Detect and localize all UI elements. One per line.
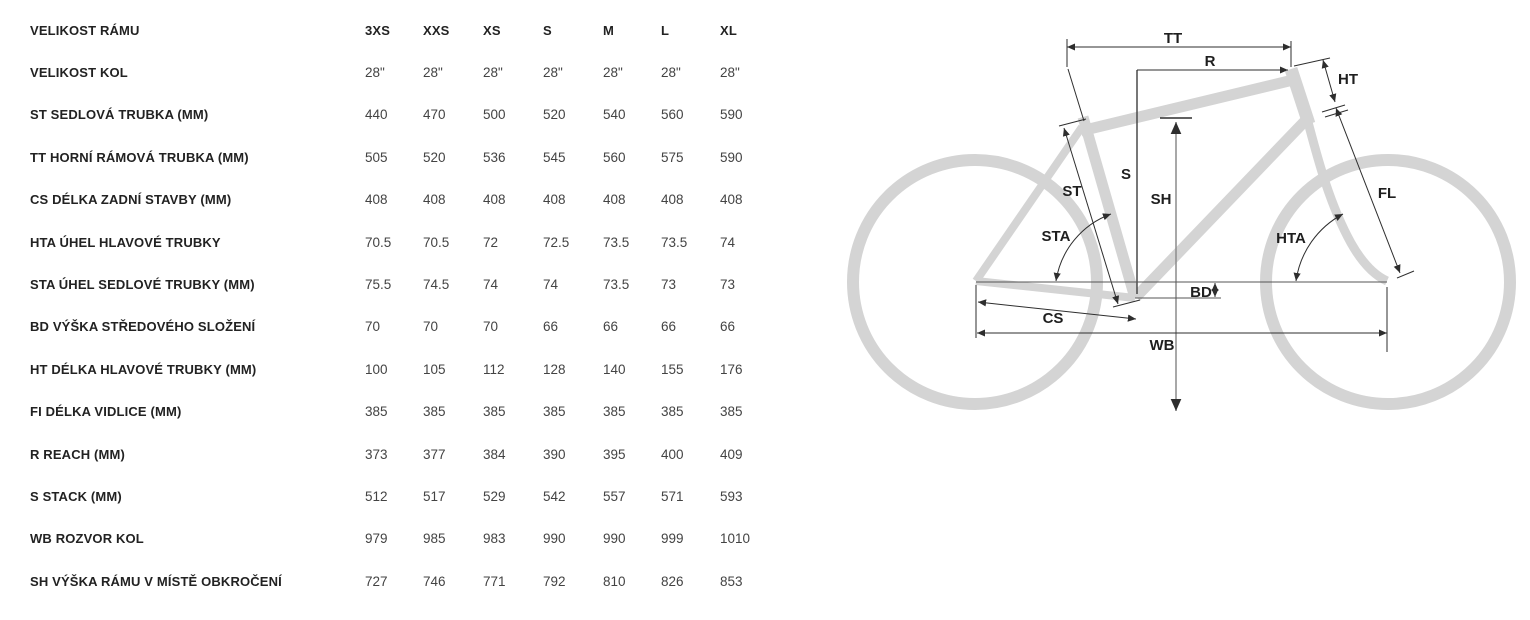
table-cell: 100: [365, 361, 388, 377]
table-cell: 593: [720, 488, 743, 504]
table-cell: 70: [423, 319, 439, 335]
label-fl: FL: [1377, 185, 1397, 202]
row-label: TT HORNÍ RÁMOVÁ TRUBKA (MM): [30, 149, 249, 165]
table-cell: 560: [661, 107, 684, 123]
table-cell: 384: [483, 446, 506, 462]
table-cell: 74: [543, 277, 559, 293]
table-cell: 529: [483, 488, 506, 504]
column-header-xxs: XXS: [423, 22, 450, 38]
table-cell: 536: [483, 149, 506, 165]
row-label: VELIKOST KOL: [30, 65, 128, 81]
table-cell: 66: [720, 319, 736, 335]
label-s: S: [1120, 166, 1132, 183]
head-tube: [1291, 69, 1309, 124]
label-hta: HTA: [1276, 230, 1306, 247]
table-cell: 512: [365, 488, 388, 504]
label-wb: WB: [1149, 337, 1175, 354]
table-cell: 385: [661, 404, 684, 420]
label-tt: TT: [1163, 30, 1183, 47]
table-cell: 408: [720, 192, 743, 208]
table-cell: 28": [543, 65, 563, 81]
table-cell: 128: [543, 361, 566, 377]
row-label: R REACH (MM): [30, 446, 125, 462]
table-cell: 385: [365, 404, 388, 420]
bike-geometry-diagram: [830, 0, 1530, 615]
table-cell: 75.5: [365, 277, 392, 293]
table-cell: 395: [603, 446, 626, 462]
table-cell: 853: [720, 573, 743, 589]
table-cell: 590: [720, 149, 743, 165]
table-cell: 500: [483, 107, 506, 123]
table-cell: 70: [483, 319, 499, 335]
table-cell: 70.5: [365, 234, 392, 250]
row-label: S STACK (MM): [30, 488, 122, 504]
table-cell: 575: [661, 149, 684, 165]
table-cell: 385: [603, 404, 626, 420]
table-cell: 440: [365, 107, 388, 123]
table-cell: 373: [365, 446, 388, 462]
column-header-xl: XL: [720, 22, 737, 38]
table-cell: 409: [720, 446, 743, 462]
table-cell: 73.5: [603, 277, 630, 293]
table-cell: 377: [423, 446, 446, 462]
label-st: ST: [1062, 183, 1082, 200]
table-cell: 73: [720, 277, 736, 293]
label-r: R: [1204, 53, 1216, 70]
table-cell: 990: [603, 531, 626, 547]
table-cell: 408: [423, 192, 446, 208]
table-cell: 542: [543, 488, 566, 504]
table-cell: 385: [483, 404, 506, 420]
table-cell: 771: [483, 573, 506, 589]
table-cell: 571: [661, 488, 684, 504]
row-label: CS DÉLKA ZADNÍ STAVBY (MM): [30, 192, 232, 208]
crown-hash-mark-1: [1322, 105, 1345, 112]
column-header-m: M: [603, 22, 614, 38]
seat-axis-extension: [1068, 69, 1084, 121]
row-label: BD VÝŠKA STŘEDOVÉHO SLOŽENÍ: [30, 319, 256, 335]
table-cell: 74: [483, 277, 499, 293]
table-cell: 590: [720, 107, 743, 123]
label-sh: SH: [1150, 191, 1172, 208]
table-cell: 810: [603, 573, 626, 589]
table-cell: 70: [365, 319, 381, 335]
table-cell: 1010: [720, 531, 751, 547]
table-cell: 990: [543, 531, 566, 547]
table-cell: 408: [603, 192, 626, 208]
table-cell: 390: [543, 446, 566, 462]
table-cell: 66: [661, 319, 677, 335]
table-cell: 746: [423, 573, 446, 589]
table-cell: 385: [543, 404, 566, 420]
label-sta: STA: [1041, 228, 1071, 245]
table-cell: 408: [661, 192, 684, 208]
table-cell: 28": [720, 65, 740, 81]
table-cell: 545: [543, 149, 566, 165]
table-cell: 979: [365, 531, 388, 547]
table-cell: 155: [661, 361, 684, 377]
table-cell: 72.5: [543, 234, 570, 250]
top-tube: [1081, 80, 1293, 131]
table-cell: 727: [365, 573, 388, 589]
table-cell: 66: [603, 319, 619, 335]
row-label: FI DÉLKA VIDLICE (MM): [30, 404, 182, 420]
table-cell: 28": [483, 65, 503, 81]
table-cell: 400: [661, 446, 684, 462]
geometry-svg: [830, 0, 1530, 615]
row-label: SH VÝŠKA RÁMU V MÍSTĚ OBKROČENÍ: [30, 573, 282, 589]
column-header-s: S: [543, 22, 552, 38]
row-label: ST SEDLOVÁ TRUBKA (MM): [30, 107, 209, 123]
table-cell: 28": [603, 65, 623, 81]
table-cell: 28": [661, 65, 681, 81]
table-cell: 505: [365, 149, 388, 165]
geometry-table: [30, 9, 790, 602]
crown-hash-mark-2: [1325, 110, 1348, 117]
table-header-size-label: VELIKOST RÁMU: [30, 22, 140, 38]
table-cell: 72: [483, 234, 499, 250]
row-label: HT DÉLKA HLAVOVÉ TRUBKY (MM): [30, 361, 257, 377]
table-cell: 560: [603, 149, 626, 165]
table-cell: 112: [483, 361, 505, 377]
row-label: STA ÚHEL SEDLOVÉ TRUBKY (MM): [30, 277, 255, 293]
table-cell: 105: [423, 361, 446, 377]
table-cell: 557: [603, 488, 626, 504]
table-cell: 28": [423, 65, 443, 81]
ht-dimension-line: [1323, 60, 1335, 102]
column-header-xs: XS: [483, 22, 501, 38]
table-cell: 408: [365, 192, 388, 208]
table-cell: 520: [423, 149, 446, 165]
table-cell: 73.5: [661, 234, 688, 250]
column-header-l: L: [661, 22, 670, 38]
table-cell: 176: [720, 361, 743, 377]
table-cell: 792: [543, 573, 566, 589]
table-cell: 540: [603, 107, 626, 123]
down-tube: [1136, 121, 1305, 297]
row-label: WB ROZVOR KOL: [30, 531, 144, 547]
table-cell: 74.5: [423, 277, 450, 293]
table-cell: 140: [603, 361, 626, 377]
fork: [1308, 122, 1387, 281]
table-cell: 385: [720, 404, 743, 420]
label-cs: CS: [1042, 310, 1064, 327]
table-cell: 73: [661, 277, 677, 293]
table-cell: 520: [543, 107, 566, 123]
table-cell: 470: [423, 107, 446, 123]
chain-stay: [976, 281, 1135, 298]
table-cell: 983: [483, 531, 506, 547]
label-ht: HT: [1338, 71, 1358, 88]
table-cell: 70.5: [423, 234, 450, 250]
table-cell: 28": [365, 65, 385, 81]
table-cell: 985: [423, 531, 446, 547]
table-cell: 999: [661, 531, 684, 547]
table-cell: 74: [720, 234, 736, 250]
table-cell: 385: [423, 404, 446, 420]
row-label: HTA ÚHEL HLAVOVÉ TRUBKY: [30, 234, 221, 250]
hta-angle-arc: [1296, 214, 1343, 281]
table-cell: 408: [483, 192, 506, 208]
label-bd: BD: [1190, 284, 1212, 301]
table-cell: 73.5: [603, 234, 630, 250]
table-cell: 517: [423, 488, 446, 504]
table-cell: 66: [543, 319, 559, 335]
table-cell: 408: [543, 192, 566, 208]
column-header-3xs: 3XS: [365, 22, 391, 38]
table-cell: 826: [661, 573, 684, 589]
